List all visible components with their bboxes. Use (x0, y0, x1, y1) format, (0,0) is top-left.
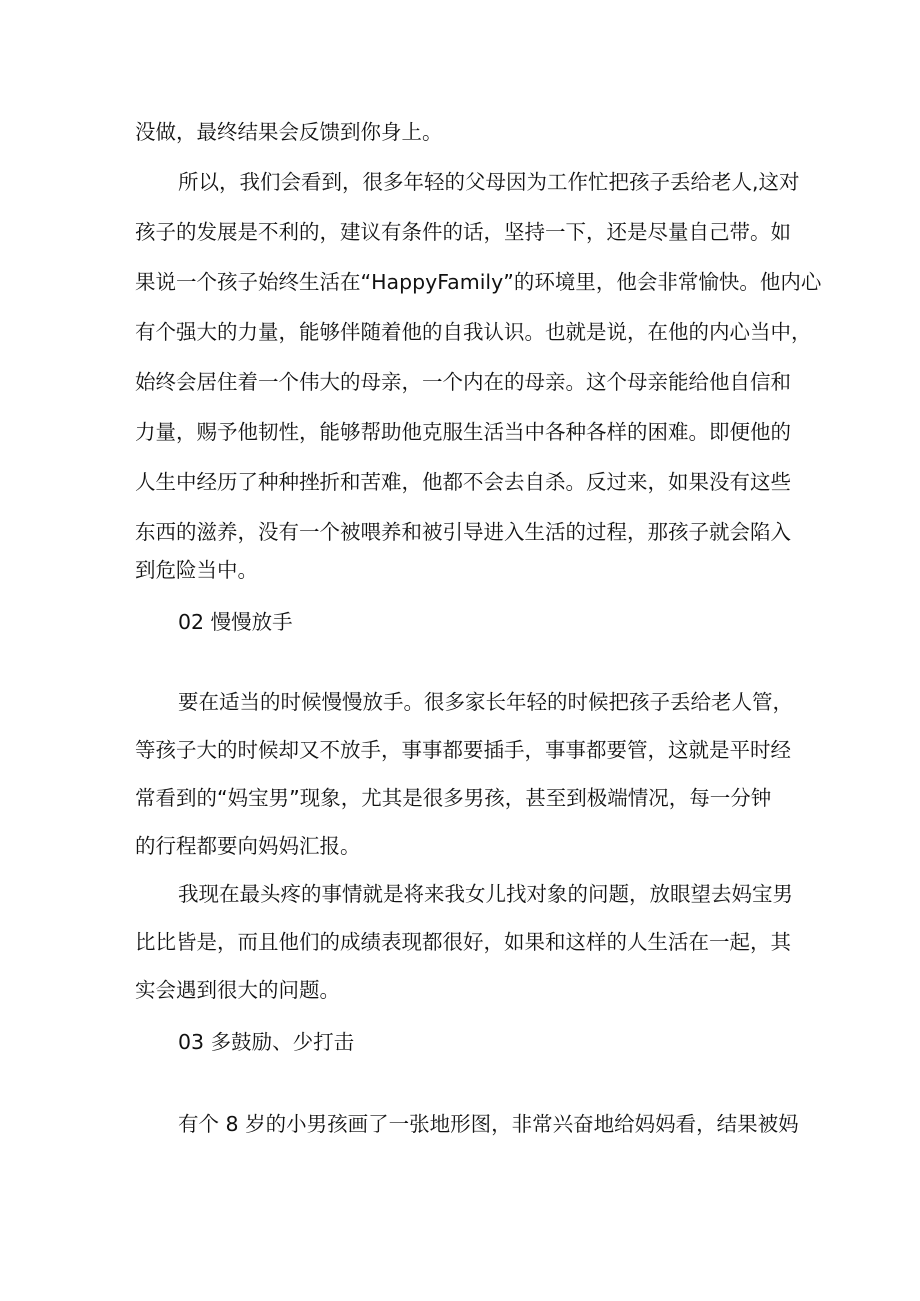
paragraph-line: 有个 8 岁的小男孩画了一张地形图，非常兴奋地给妈妈看，结果被妈 (178, 1112, 799, 1136)
paragraph-line: 始终会居住着一个伟大的母亲，一个内在的母亲。这个母亲能给他自信和 (135, 370, 791, 394)
paragraph-line: 等孩子大的时候却又不放手，事事都要插手，事事都要管，这就是平时经 (135, 738, 791, 762)
paragraph-line: 孩子的发展是不利的，建议有条件的话，坚持一下，还是尽量自己带。如 (135, 220, 791, 244)
paragraph-line: 东西的滋养，没有一个被喂养和被引导进入生活的过程，那孩子就会陷入 (135, 520, 791, 544)
paragraph-line: 到危险当中。 (135, 558, 258, 582)
paragraph-line: 果说一个孩子始终生活在“HappyFamily”的环境里，他会非常愉快。他内心 (135, 270, 822, 294)
paragraph-line: 力量，赐予他韧性，能够帮助他克服生活当中各种各样的困难。即便他的 (135, 420, 791, 444)
paragraph-line: 实会遇到很大的问题。 (135, 978, 340, 1002)
section-heading: 03 多鼓励、少打击 (178, 1030, 355, 1054)
paragraph-line: 比比皆是，而且他们的成绩表现都很好，如果和这样的人生活在一起，其 (135, 930, 791, 954)
paragraph-line: 人生中经历了种种挫折和苦难，他都不会去自杀。反过来，如果没有这些 (135, 470, 791, 494)
paragraph-line: 没做，最终结果会反馈到你身上。 (135, 120, 443, 144)
paragraph-line: 有个强大的力量，能够伴随着他的自我认识。也就是说，在他的内心当中， (135, 320, 812, 344)
paragraph-line: 要在适当的时候慢慢放手。很多家长年轻的时候把孩子丢给老人管， (178, 690, 793, 714)
paragraph-line: 所以，我们会看到，很多年轻的父母因为工作忙把孩子丢给老人,这对 (178, 170, 800, 194)
paragraph-line: 常看到的“妈宝男”现象，尤其是很多男孩，甚至到极端情况，每一分钟 (135, 786, 772, 810)
paragraph-line: 我现在最头疼的事情就是将来我女儿找对象的问题，放眼望去妈宝男 (178, 882, 793, 906)
paragraph-line: 的行程都要向妈妈汇报。 (135, 834, 361, 858)
section-heading: 02 慢慢放手 (178, 610, 293, 634)
